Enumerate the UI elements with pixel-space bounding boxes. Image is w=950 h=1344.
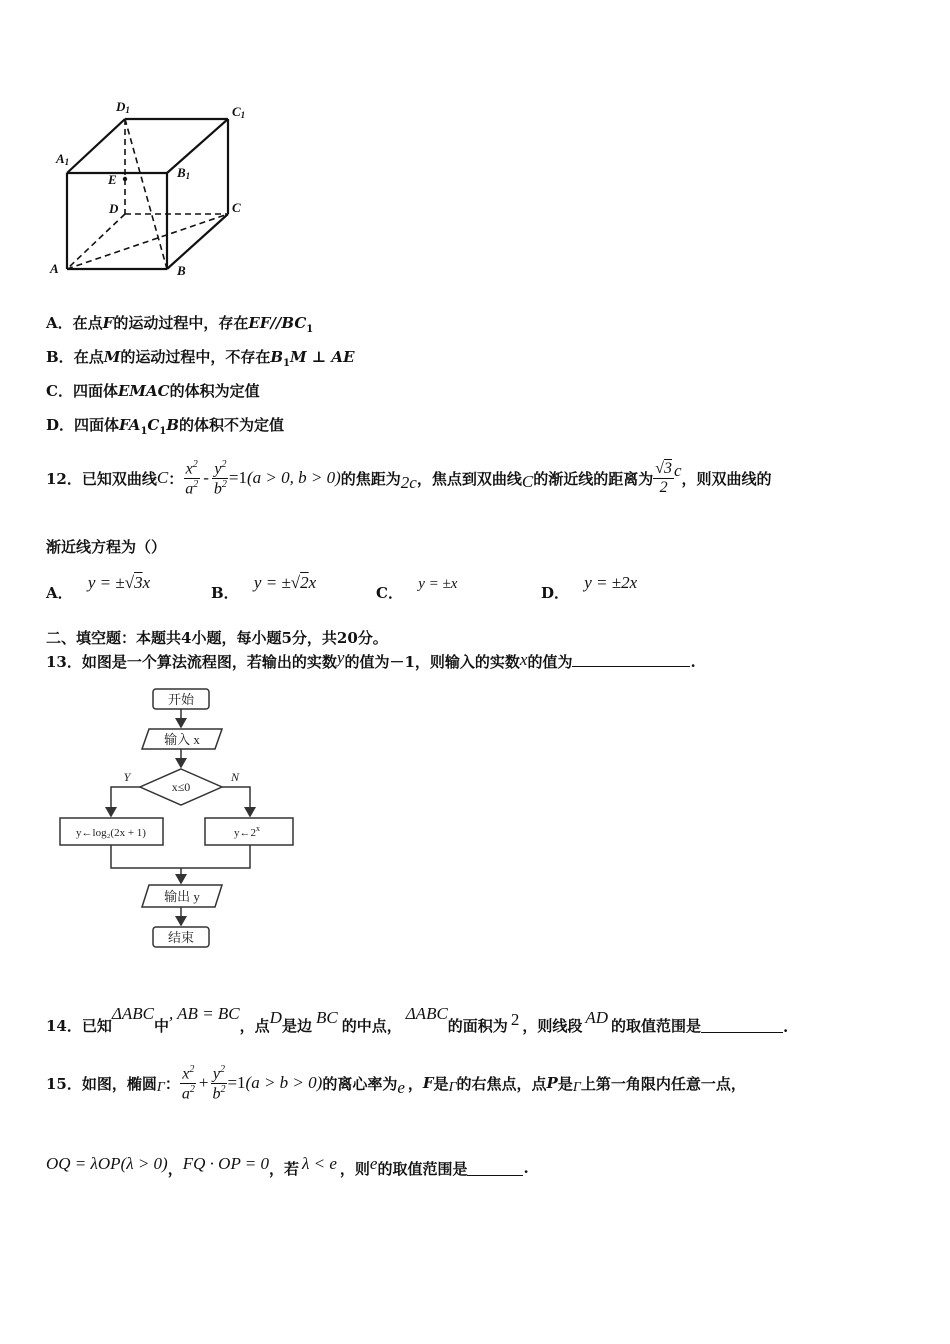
q12-option-b: B． y = ±√2x <box>211 573 317 602</box>
flow-left-box: y←log₂(2x + 1) <box>76 827 146 839</box>
q15-answer-blank[interactable] <box>467 1174 523 1176</box>
label-A1: A1 <box>56 151 70 167</box>
q15-dot-eq: FQ · OP = 0 <box>182 1154 269 1173</box>
flow-start: 开始 <box>167 692 195 707</box>
q15-vector-eq: OQ = λOP <box>46 1154 121 1173</box>
flow-no-label: N <box>230 770 240 784</box>
q15-line2: OQ = λOP (λ > 0) ， FQ · OP = 0 ，若 λ < e ，则 e 的取值范围是 . <box>46 1154 529 1178</box>
label-E: E <box>108 172 117 187</box>
flow-end: 结束 <box>167 930 195 945</box>
q15-stem: 15．如图，椭圆 Γ ： $\frac{x^2}{a^2}$ + $\frac{y^2}{b^2}$ =1 (a > b > 0) 的离心率为 e ， F 是 Γ 的右焦点，点 P 是 Γ 上第一角限内任意一点， <box>46 1063 746 1102</box>
q13-answer-blank[interactable] <box>572 665 690 667</box>
q12-stem: 12．已知双曲线 C ： $\frac{x^2}{a^2}$ - $\frac{y^2}{b^2}$ =1 (a > 0, b > 0) 的焦距为 2c ，焦点到双曲线 C 的渐近线的距离为 $\frac{√3}{2}$ c ，则双曲线的 <box>46 458 772 497</box>
q12-option-d: D． y = ±2x <box>541 573 638 602</box>
label-A: A <box>50 261 59 276</box>
label-C: C <box>232 200 241 215</box>
flow-input: 输入 x <box>164 732 200 747</box>
cube-figure <box>40 95 270 285</box>
q15-frac-y: $\frac{y^2}{b^2}$ <box>212 1063 226 1102</box>
q12-option-c: C． y = ±x <box>376 576 458 602</box>
q11-option-b: B．在点M的运动过程中，不存在$B_1M$ ⊥ AE <box>46 348 355 369</box>
flowchart <box>55 683 305 955</box>
q13-stem: 13．如图是一个算法流程图，若输出的实数y的值为－1，则输入的实数x的值为 . <box>46 648 696 671</box>
q12-line2: 渐近线方程为（） <box>46 538 167 556</box>
q15-frac-x: $\frac{x^2}{a^2}$ <box>181 1063 195 1102</box>
q12-option-a: A． y = ±√3x <box>46 573 151 602</box>
q12-frac-dist: $\frac{√3}{2}$ <box>655 459 672 496</box>
flow-right-box: y←2$^x$ <box>234 824 260 839</box>
label-D1: D1 <box>116 99 130 115</box>
label-C1: C1 <box>232 104 246 120</box>
label-B1: B1 <box>177 165 191 181</box>
q12-frac-y: $\frac{y^2}{b^2}$ <box>213 458 227 497</box>
label-B: B <box>177 263 186 278</box>
label-D: D <box>109 201 119 216</box>
q11-option-d: D．四面体$FA_1C_1B$的体积不为定值 <box>46 416 285 437</box>
q11-option-c: C．四面体EMAC的体积为定值 <box>46 382 260 400</box>
q14-answer-blank[interactable] <box>701 1031 783 1033</box>
flow-output: 输出 y <box>164 889 200 904</box>
q11-option-a: A．在点F的运动过程中，存在$EF//BC_1$ <box>46 314 314 335</box>
section-2-heading: 二、填空题：本题共4小题，每小题5分，共20分。 <box>46 629 388 647</box>
flow-condition: x≤0 <box>171 780 191 794</box>
q14-stem: 14．已知 ΔABC 中 , AB = BC ，点 D 是边 BC 的中点， ΔABC 的面积为 2 ，则线段 AD 的取值范围是 . <box>46 1004 789 1036</box>
q12-frac-x: $\frac{x^2}{a^2}$ <box>185 458 199 497</box>
flow-yes-label: Y <box>123 770 131 784</box>
